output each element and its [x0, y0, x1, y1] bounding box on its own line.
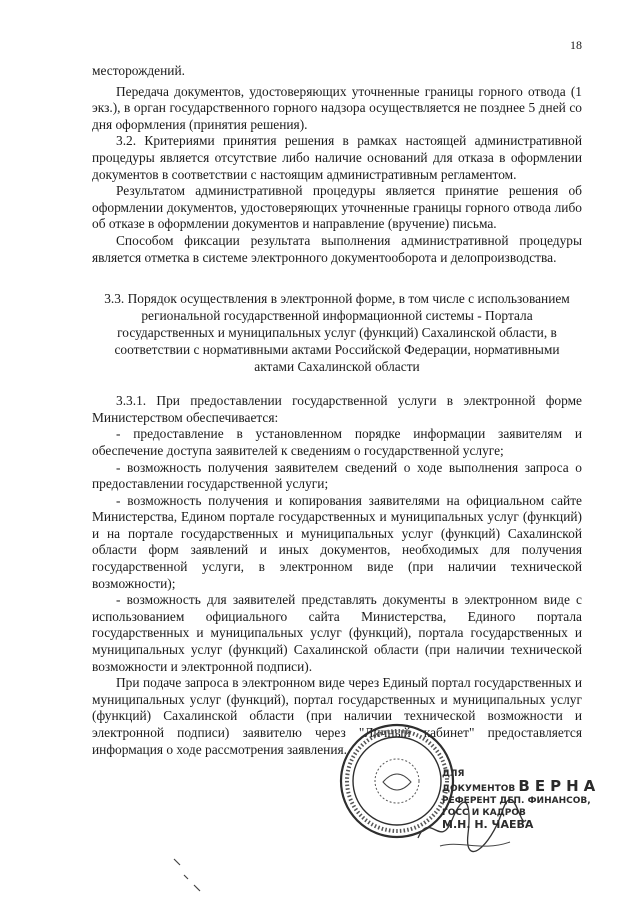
list-item-submission: - возможность для заявителей представлять документы в электронном виде с использованием официального сайта Министерства, Единого портала государственных и муниципальных услуг (функций), портала государственных и муниципальных услуг (функций) Сахалинской области (при наличии технической возможности и электронной подписи). [92, 592, 582, 674]
paragraph-electronic-form: 3.3.1. При предоставлении государственной услуги в электронной форме Министерством обеспечивается: [92, 393, 582, 425]
list-item-information: - предоставление в установленном порядке информации заявителям и обеспечение доступа заявителей к сведениям о государственной услуге; [92, 426, 582, 458]
paragraph-continuation: месторождений. [92, 63, 185, 78]
certification-stamp [442, 768, 601, 831]
paragraph-document-transfer: Передача документов, удостоверяющих уточненные границы горного отвода (1 экз.), в орган государственного горного надзора осуществляется не позднее 5 дней со дня оформления (принятия решения). [92, 83, 582, 132]
stamp-signer: М.Н. Н. ЧАЕВА [442, 818, 534, 831]
list-item-status: - возможность получения заявителем сведений о ходе выполнения запроса о предоставлении государственной услуги; [92, 459, 582, 492]
page-number: 18 [570, 38, 582, 52]
stamp-line-department: ГОСС И КАДРОВ [442, 808, 526, 818]
stamp-line-documents [442, 777, 601, 795]
stamp-verna: ВЕРНА [518, 777, 601, 795]
section-title: 3.3. Порядок осуществления в электронной форме, в том числе с использованием региональной государственной информационной системы - Портала государственных и муниципальных услуг (функций) Сахалинской области, в соответствии с нормативными актами Российской Федерации, нормативными актами Сахалинской области [104, 291, 570, 375]
paragraph-procedure-result: Результатом административной процедуры является принятие решения об оформлении документов, удостоверяющих уточненные границы горного отвода либо об отказе в оформлении документов и направление (вручение) письма. [92, 183, 582, 232]
paragraph-decision-criteria: 3.2. Критериями принятия решения в рамках настоящей административной процедуры является отсутствие либо наличие оснований для отказа в оформлении документов в соответствии с настоящим административным регламентом. [92, 133, 582, 182]
paragraph-result-recording: Способом фиксации результата выполнения административной процедуры является отметка в системе электронного документооборота и делопроизводства. [92, 232, 582, 265]
list-item-forms: - возможность получения и копирования заявителями на официальном сайте Министерства, Едином портале государственных и муниципальных услуг (функций) и на портале государственных и муниципальных услуг (функций) Сахалинской области форм заявлений и иных документов, необходимых для получения государственной услуги, в электронном виде (при наличии технической возможности); [92, 492, 582, 591]
stamp-documents: ДОКУМЕНТОВ [442, 784, 516, 794]
scan-marks-icon [170, 855, 210, 895]
document-body [92, 63, 582, 758]
stamp-line-for: ДЛЯ [442, 769, 465, 779]
stamp-line-referent: РЕФЕРЕНТ ДЕП. ФИНАНСОВ, [442, 796, 591, 806]
paragraph-personal-account: При подаче запроса в электронном виде через Единый портал государственных и муниципальных услуг (функций), портал государственных и муниципальных услуг (функций) Сахалинской области (при наличии технической возможности и электронной подписи) заявителю через "Личный кабинет" предоставляется информация о ходе рассмотрения заявления. [92, 675, 582, 757]
